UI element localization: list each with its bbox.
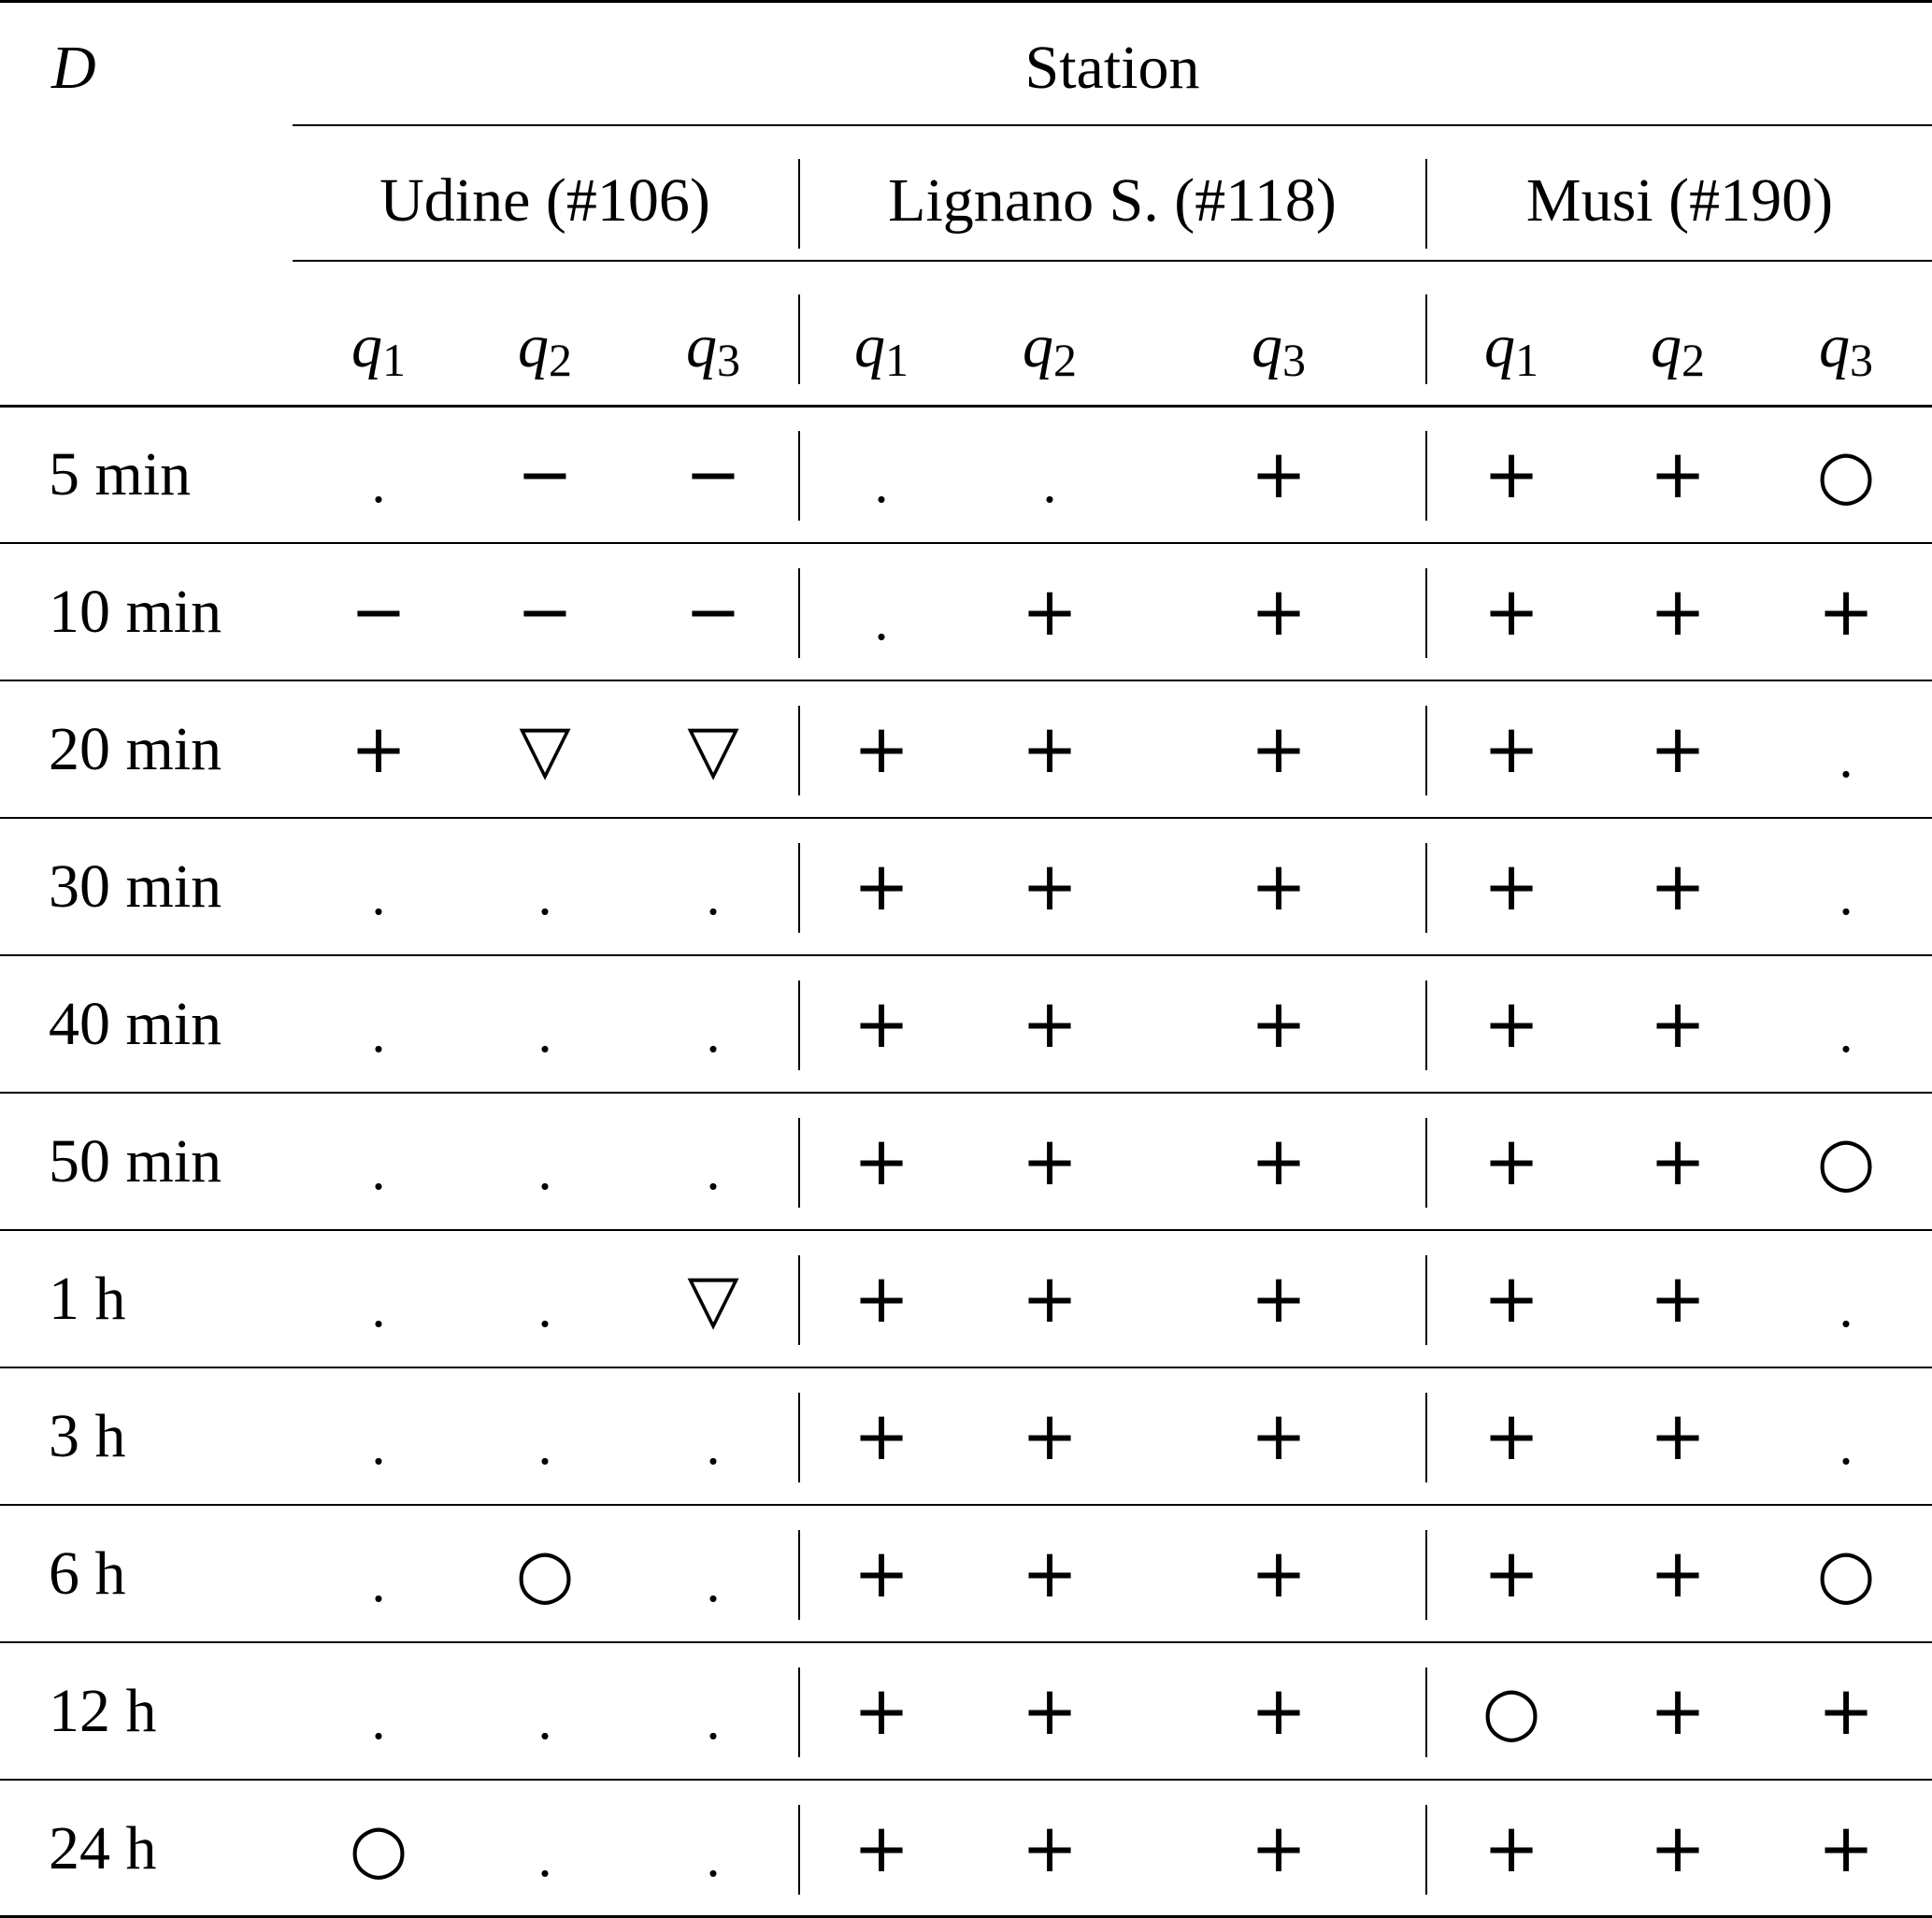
dot-symbol: . <box>371 1552 386 1613</box>
plus-symbol: + <box>1021 847 1079 925</box>
table-cell <box>1223 1105 1335 1217</box>
group-separator <box>1425 1255 1427 1345</box>
plus-symbol: + <box>1482 1534 1540 1612</box>
dot-symbol: . <box>1839 865 1853 926</box>
row-label: 10 min <box>49 578 222 646</box>
quantile-header-sub: 3 <box>717 334 740 386</box>
table-cell <box>1790 418 1902 530</box>
plus-symbol: + <box>1250 435 1308 513</box>
table-cell <box>825 1380 937 1492</box>
table-cell <box>1223 830 1335 942</box>
row-label: 40 min <box>49 990 222 1058</box>
plus-symbol: + <box>1482 709 1540 788</box>
table-cell <box>994 418 1106 530</box>
row-label: 1 h <box>49 1265 126 1333</box>
row-rule <box>0 1367 1932 1368</box>
plus-symbol: + <box>1250 1122 1308 1200</box>
table-cell <box>1223 967 1335 1080</box>
row-rule <box>0 1092 1932 1094</box>
plus-symbol: + <box>1021 572 1079 651</box>
dot-symbol: . <box>371 1002 386 1064</box>
table-cell <box>1622 1105 1734 1217</box>
table-cell <box>1455 693 1567 805</box>
group-separator <box>798 294 800 384</box>
corner-label: D <box>51 34 96 102</box>
plus-symbol: + <box>852 984 910 1063</box>
minus-symbol: − <box>350 572 408 651</box>
group-header-lignano: Lignano S. (#118) <box>888 166 1337 235</box>
plus-symbol: + <box>1649 847 1707 925</box>
plus-symbol: + <box>1649 1534 1707 1612</box>
dot-symbol: . <box>1042 452 1057 514</box>
group-separator <box>1425 1118 1427 1208</box>
table-cell <box>1455 418 1567 530</box>
plus-symbol: + <box>1649 709 1707 788</box>
quantile-header-sub: 3 <box>1850 334 1873 386</box>
table-cell <box>489 693 601 805</box>
dot-symbol: . <box>1839 727 1853 789</box>
row-rule <box>0 1229 1932 1231</box>
table-cell <box>489 830 601 942</box>
table-cell <box>322 1654 435 1767</box>
group-separator <box>1425 159 1427 249</box>
row-label: 5 min <box>49 440 192 508</box>
plus-symbol: + <box>1250 1259 1308 1338</box>
table-cell <box>994 555 1106 667</box>
plus-symbol: + <box>1250 1534 1308 1612</box>
table-cell <box>657 693 769 805</box>
group-separator <box>1425 706 1427 795</box>
dot-symbol: . <box>537 1689 552 1751</box>
table-cell <box>1622 418 1734 530</box>
table-cell <box>1223 1242 1335 1354</box>
minus-symbol: − <box>516 435 574 513</box>
group-separator <box>1425 1668 1427 1757</box>
quantile-header-sub: 2 <box>1682 334 1705 386</box>
table-cell <box>1790 1792 1902 1904</box>
row-rule <box>0 817 1932 819</box>
plus-symbol: + <box>1250 847 1308 925</box>
quantile-header <box>1455 312 1567 386</box>
group-separator <box>1425 431 1427 521</box>
triangle-symbol: ▽ <box>687 1259 739 1338</box>
table-cell <box>1622 1654 1734 1767</box>
plus-symbol: + <box>1649 1259 1707 1338</box>
table-cell <box>1223 1792 1335 1904</box>
dot-symbol: . <box>537 1002 552 1064</box>
group-separator <box>1425 1805 1427 1895</box>
group-separator <box>798 1118 800 1208</box>
dot-symbol: . <box>706 1826 721 1888</box>
table-cell <box>994 1380 1106 1492</box>
dot-symbol: . <box>537 865 552 926</box>
table-cell <box>1622 693 1734 805</box>
table-cell <box>825 555 937 667</box>
table-cell <box>322 693 435 805</box>
quantile-header-sub: 3 <box>1282 334 1306 386</box>
plus-symbol: + <box>1649 572 1707 651</box>
table-cell <box>994 830 1106 942</box>
dot-symbol: . <box>537 1139 552 1201</box>
table-cell <box>1455 1792 1567 1904</box>
dot-symbol: . <box>706 1139 721 1201</box>
table-cell <box>1455 1380 1567 1492</box>
table-cell <box>994 1792 1106 1904</box>
group-separator <box>1425 294 1427 384</box>
quantile-header-base: q <box>1252 312 1282 380</box>
dot-symbol: . <box>371 1139 386 1201</box>
group-separator <box>798 1668 800 1757</box>
dot-symbol: . <box>706 1552 721 1613</box>
table-cell <box>1790 830 1902 942</box>
row-label: 30 min <box>49 852 222 921</box>
quantile-header <box>657 312 769 386</box>
group-separator <box>1425 843 1427 933</box>
quantile-header-base: q <box>518 312 549 380</box>
table-cell <box>825 967 937 1080</box>
table-cell <box>1455 1105 1567 1217</box>
group-separator <box>798 1393 800 1482</box>
plus-symbol: + <box>1482 1122 1540 1200</box>
triangle-symbol: ▽ <box>519 709 571 788</box>
table-cell <box>825 418 937 530</box>
plus-symbol: + <box>1817 1809 1875 1887</box>
row-label: 20 min <box>49 715 222 783</box>
table-cell <box>489 967 601 1080</box>
table-cell <box>1223 555 1335 667</box>
group-separator <box>798 843 800 933</box>
table-cell <box>657 830 769 942</box>
quantile-header <box>1622 312 1734 386</box>
table-cell <box>994 693 1106 805</box>
table-cell <box>657 555 769 667</box>
table-cell <box>1790 1654 1902 1767</box>
plus-symbol: + <box>1482 435 1540 513</box>
plus-symbol: + <box>1482 847 1540 925</box>
table-cell <box>1790 555 1902 667</box>
minus-symbol: − <box>684 435 742 513</box>
plus-symbol: + <box>1021 1534 1079 1612</box>
table-cell <box>1622 830 1734 942</box>
table-cell <box>489 1380 601 1492</box>
row-rule <box>0 954 1932 956</box>
table-cell <box>994 967 1106 1080</box>
row-rule <box>0 542 1932 544</box>
row-label: 12 h <box>49 1677 157 1745</box>
table-cell <box>1790 693 1902 805</box>
quantile-header-sub: 1 <box>885 334 909 386</box>
table-cell <box>657 418 769 530</box>
table-cell <box>1223 1517 1335 1629</box>
table-cell <box>1223 418 1335 530</box>
dot-symbol: . <box>371 1689 386 1751</box>
plus-symbol: + <box>1649 1122 1707 1200</box>
row-label: 6 h <box>49 1539 126 1608</box>
group-separator <box>798 1805 800 1895</box>
table-cell <box>489 1517 601 1629</box>
quantile-header-sub: 1 <box>1515 334 1538 386</box>
plus-symbol: + <box>1250 1671 1308 1750</box>
dot-symbol: . <box>1839 1277 1853 1338</box>
plus-symbol: + <box>852 847 910 925</box>
circle-symbol: ○ <box>1816 1534 1876 1612</box>
row-rule <box>0 1779 1932 1781</box>
plus-symbol: + <box>1250 1809 1308 1887</box>
dot-symbol: . <box>1839 1002 1853 1064</box>
table-cell <box>489 555 601 667</box>
group-separator <box>798 980 800 1070</box>
top-rule <box>0 0 1932 3</box>
table-cell <box>1622 967 1734 1080</box>
plus-symbol: + <box>852 1396 910 1475</box>
table-cell <box>657 1517 769 1629</box>
plus-symbol: + <box>1482 1259 1540 1338</box>
table-cell <box>1223 1654 1335 1767</box>
plus-symbol: + <box>1649 435 1707 513</box>
table-cell <box>322 1792 435 1904</box>
table-cell <box>825 1242 937 1354</box>
quantile-header-base: q <box>1484 312 1515 380</box>
dot-symbol: . <box>371 1277 386 1338</box>
plus-symbol: + <box>1021 1671 1079 1750</box>
row-rule <box>0 680 1932 681</box>
table-cell <box>657 1105 769 1217</box>
dot-symbol: . <box>537 1277 552 1338</box>
plus-symbol: + <box>1021 1809 1079 1887</box>
table-cell <box>489 1654 601 1767</box>
quantile-header-base: q <box>1023 312 1053 380</box>
plus-symbol: + <box>1021 984 1079 1063</box>
quantile-header <box>1790 312 1902 386</box>
plus-symbol: + <box>1250 1396 1308 1475</box>
station-rule <box>293 124 1932 126</box>
dot-symbol: . <box>874 590 889 651</box>
group-separator <box>798 159 800 249</box>
quantile-header-base: q <box>1651 312 1682 380</box>
group-rule <box>293 260 1932 262</box>
dot-symbol: . <box>537 1414 552 1476</box>
table-cell <box>1790 1380 1902 1492</box>
group-separator <box>1425 1530 1427 1620</box>
group-separator <box>1425 980 1427 1070</box>
dot-symbol: . <box>371 1414 386 1476</box>
quantile-header-base: q <box>351 312 382 380</box>
group-header-musi: Musi (#190) <box>1525 166 1834 235</box>
quantile-header-sub: 2 <box>1053 334 1077 386</box>
table-cell <box>825 1654 937 1767</box>
table-cell <box>657 967 769 1080</box>
row-label: 3 h <box>49 1402 126 1470</box>
circle-symbol: ○ <box>1816 435 1876 513</box>
table-cell <box>1790 1242 1902 1354</box>
minus-symbol: − <box>684 572 742 651</box>
quantile-header <box>825 312 937 386</box>
table-cell <box>1622 555 1734 667</box>
table-cell <box>994 1242 1106 1354</box>
table-cell <box>1223 1380 1335 1492</box>
plus-symbol: + <box>1817 1671 1875 1750</box>
table-cell <box>994 1654 1106 1767</box>
dot-symbol: . <box>706 1689 721 1751</box>
group-separator <box>798 706 800 795</box>
dot-symbol: . <box>706 1414 721 1476</box>
table-cell <box>825 693 937 805</box>
table-cell <box>322 1380 435 1492</box>
plus-symbol: + <box>1250 572 1308 651</box>
plus-symbol: + <box>1649 984 1707 1063</box>
dot-symbol: . <box>706 1002 721 1064</box>
plus-symbol: + <box>1250 984 1308 1063</box>
table-cell <box>322 418 435 530</box>
table-cell <box>1790 1517 1902 1629</box>
table-cell <box>1455 555 1567 667</box>
row-rule <box>0 1641 1932 1643</box>
table-cell <box>1455 1242 1567 1354</box>
table-cell <box>489 1105 601 1217</box>
group-separator <box>798 431 800 521</box>
table-cell <box>1790 1105 1902 1217</box>
plus-symbol: + <box>1482 1809 1540 1887</box>
table-cell <box>657 1380 769 1492</box>
dot-symbol: . <box>1839 1414 1853 1476</box>
quantile-header-base: q <box>686 312 717 380</box>
group-separator <box>798 568 800 658</box>
plus-symbol: + <box>1021 1122 1079 1200</box>
plus-symbol: + <box>350 709 408 788</box>
quantile-header-base: q <box>1819 312 1850 380</box>
plus-symbol: + <box>852 1259 910 1338</box>
table-cell <box>1223 693 1335 805</box>
header-bottom-rule <box>0 405 1932 408</box>
table-cell <box>657 1654 769 1767</box>
plus-symbol: + <box>852 709 910 788</box>
plus-symbol: + <box>1250 709 1308 788</box>
plus-symbol: + <box>1482 572 1540 651</box>
plus-symbol: + <box>852 1534 910 1612</box>
circle-symbol: ○ <box>515 1534 575 1612</box>
table-cell <box>825 830 937 942</box>
plus-symbol: + <box>1021 1259 1079 1338</box>
table-cell <box>1455 1654 1567 1767</box>
table-cell <box>825 1105 937 1217</box>
circle-symbol: ○ <box>1481 1671 1541 1750</box>
table-cell <box>322 1105 435 1217</box>
group-separator <box>1425 568 1427 658</box>
table-cell <box>1455 967 1567 1080</box>
quantile-header-sub: 1 <box>382 334 406 386</box>
dot-symbol: . <box>706 865 721 926</box>
table-cell <box>825 1517 937 1629</box>
table-cell <box>489 1792 601 1904</box>
table-cell <box>322 830 435 942</box>
station-header: Station <box>1024 34 1200 102</box>
table-cell <box>322 967 435 1080</box>
circle-symbol: ○ <box>1816 1122 1876 1200</box>
dot-symbol: . <box>537 1826 552 1888</box>
quantile-header <box>322 312 435 386</box>
minus-symbol: − <box>516 572 574 651</box>
circle-symbol: ○ <box>349 1809 408 1887</box>
row-label: 24 h <box>49 1814 157 1882</box>
quantile-header-base: q <box>854 312 885 380</box>
table-cell <box>489 418 601 530</box>
quantile-header <box>994 312 1106 386</box>
plus-symbol: + <box>1649 1809 1707 1887</box>
table-cell <box>322 1517 435 1629</box>
dot-symbol: . <box>371 452 386 514</box>
plus-symbol: + <box>1482 1396 1540 1475</box>
plus-symbol: + <box>852 1671 910 1750</box>
table-cell <box>1455 1517 1567 1629</box>
group-separator <box>798 1530 800 1620</box>
dot-symbol: . <box>371 865 386 926</box>
quantile-header <box>489 312 601 386</box>
quantile-header-sub: 2 <box>549 334 572 386</box>
table-cell <box>1790 967 1902 1080</box>
table-cell <box>1622 1380 1734 1492</box>
dot-symbol: . <box>874 452 889 514</box>
row-label: 50 min <box>49 1127 222 1195</box>
plus-symbol: + <box>1649 1396 1707 1475</box>
group-header-udine: Udine (#106) <box>379 166 710 235</box>
plus-symbol: + <box>1021 709 1079 788</box>
plus-symbol: + <box>1482 984 1540 1063</box>
row-rule <box>0 1504 1932 1506</box>
table-cell <box>657 1242 769 1354</box>
table-cell <box>994 1105 1106 1217</box>
plus-symbol: + <box>1021 1396 1079 1475</box>
table-cell <box>489 1242 601 1354</box>
quantile-header <box>1223 312 1335 386</box>
table-cell <box>322 555 435 667</box>
table-cell <box>825 1792 937 1904</box>
table-cell <box>1622 1242 1734 1354</box>
plus-symbol: + <box>1649 1671 1707 1750</box>
table-cell <box>1622 1517 1734 1629</box>
group-separator <box>1425 1393 1427 1482</box>
table-cell <box>1455 830 1567 942</box>
table-cell <box>657 1792 769 1904</box>
plus-symbol: + <box>852 1122 910 1200</box>
table-cell <box>1622 1792 1734 1904</box>
group-separator <box>798 1255 800 1345</box>
table-cell <box>994 1517 1106 1629</box>
triangle-symbol: ▽ <box>687 709 739 788</box>
table-cell <box>322 1242 435 1354</box>
plus-symbol: + <box>852 1809 910 1887</box>
plus-symbol: + <box>1817 572 1875 651</box>
